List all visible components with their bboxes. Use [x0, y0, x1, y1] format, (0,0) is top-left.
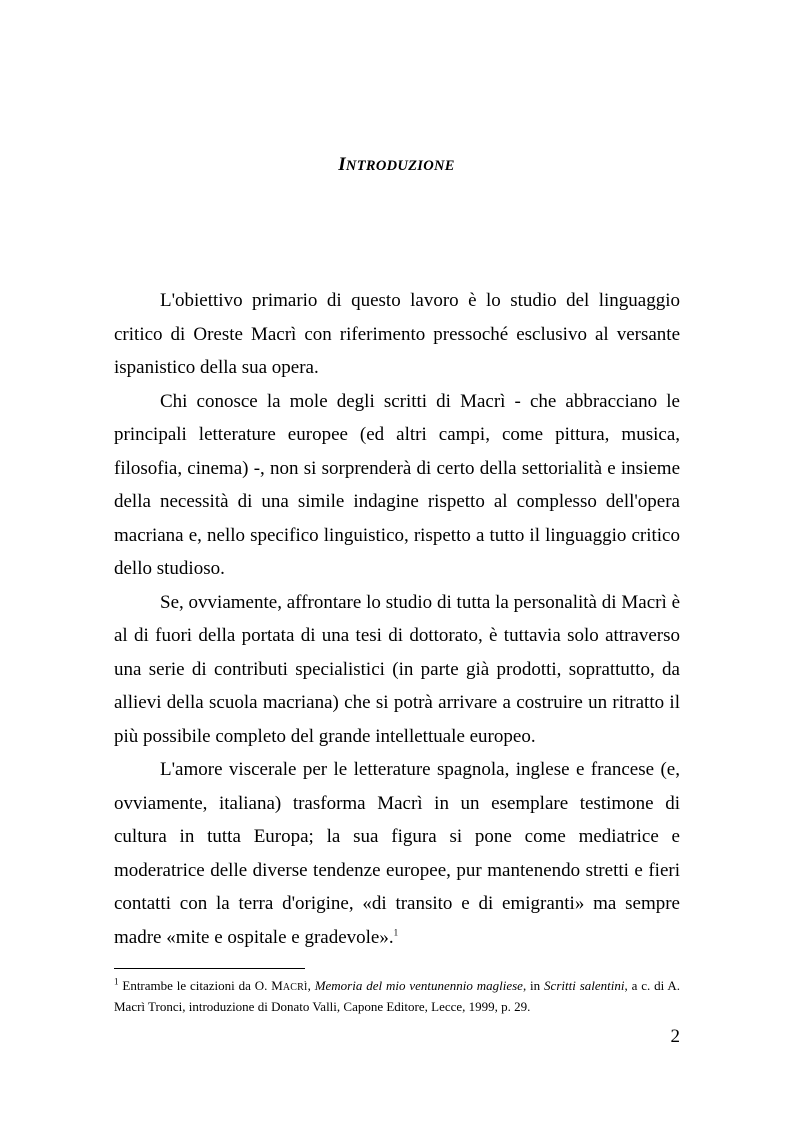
title-initial: I	[338, 154, 346, 175]
paragraph-3: Se, ovviamente, affrontare lo studio di tutta la personalità di Macrì è al di fuori della portata di una tesi di dottorato, è tuttavia solo attraverso una serie di contributi specialistici (in parte già prodotti, soprattutto, da allievi della scuola macriana) che si potrà arrivare a costruire un ritratto il più possibile completo del grande intellettuale europeo.	[114, 591, 680, 747]
paragraph-4-text: L'amore viscerale per le letterature spagnola, inglese e francese (e, ovviamente, italiana) trasforma Macrì in un esemplare testimone di cultura in tutta Europa; la sua figura si pone come mediatrice e moderatrice delle diverse tendenze europee, pur mantenendo stretti e fieri contatti con la terra d'origine, «di transito e di emigranti» ma sempre madre «mite e ospitale e gradevole».	[114, 759, 680, 948]
footnote-separator	[114, 968, 305, 969]
footnote-text-1: Entrambe le citazioni da O. M	[122, 978, 283, 993]
footnote-text-4: , a c. di A. Macrì Tronci, introduzione di Donato Valli, Capone Editore, Lecce, 1999, p. 29.	[114, 978, 681, 1014]
footnote-work-title: Memoria del mio ventunennio magliese	[314, 978, 523, 993]
footnote-number: 1	[114, 976, 119, 987]
body-text	[114, 284, 680, 954]
title-rest: NTRODUZIONE	[345, 158, 455, 174]
footnote-text-3: , in	[522, 978, 545, 993]
paragraph-4	[114, 753, 680, 954]
page-number: 2	[670, 1026, 680, 1047]
footnote-text-2: ,	[307, 978, 315, 993]
chapter-title	[0, 154, 793, 176]
paragraph-1: L'obiettivo primario di questo lavoro è lo studio del linguaggio critico di Oreste Macrì con riferimento pressoché esclusivo al versante ispanistico della sua opera.	[114, 290, 680, 378]
footnote-reference[interactable]: 1	[393, 927, 399, 938]
footnote-book-title: Scritti salentini	[544, 978, 625, 993]
footnote-author: ACRÌ	[282, 982, 308, 993]
paragraph-2: Chi conosce la mole degli scritti di Macrì - che abbracciano le principali letterature europee (ed altri campi, come pittura, musica, filosofia, cinema) -, non si sorprenderà di certo della settorialità e insieme della necessità di una simile indagine rispetto al complesso dell'opera macriana e, nello specifico linguistico, rispetto a tutto il linguaggio critico dello studioso.	[114, 390, 680, 579]
footnote	[114, 976, 680, 1016]
